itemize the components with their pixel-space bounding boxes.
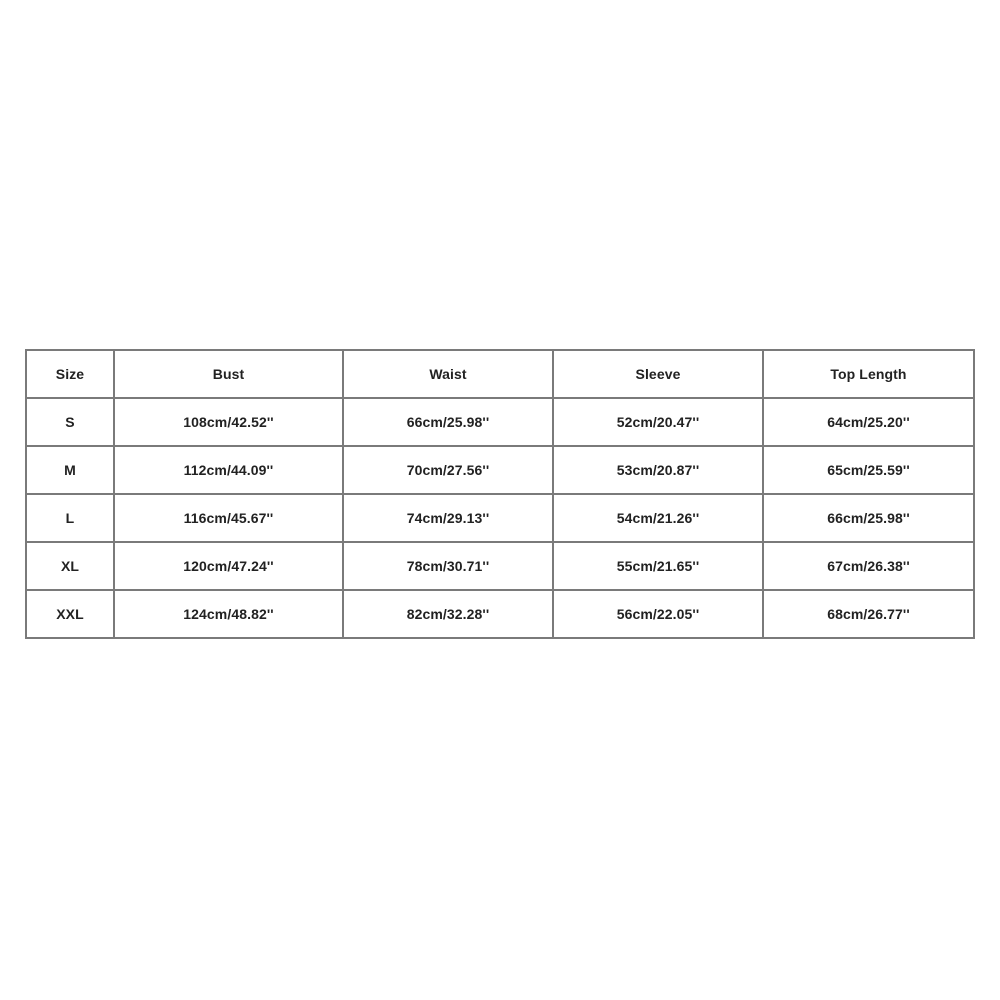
- cell-waist: 82cm/32.28'': [343, 590, 553, 638]
- cell-size: XL: [26, 542, 114, 590]
- table-row: [26, 398, 974, 446]
- cell-top-length: 68cm/26.77'': [763, 590, 974, 638]
- table-row: [26, 590, 974, 638]
- cell-bust: 120cm/47.24'': [114, 542, 343, 590]
- cell-sleeve: 52cm/20.47'': [553, 398, 763, 446]
- header-bust: Bust: [114, 350, 343, 398]
- table-body: [26, 398, 974, 638]
- header-waist: Waist: [343, 350, 553, 398]
- cell-size: M: [26, 446, 114, 494]
- cell-top-length: 67cm/26.38'': [763, 542, 974, 590]
- cell-size: S: [26, 398, 114, 446]
- cell-sleeve: 54cm/21.26'': [553, 494, 763, 542]
- table-header: [26, 350, 974, 398]
- cell-bust: 116cm/45.67'': [114, 494, 343, 542]
- table-row: [26, 542, 974, 590]
- header-top-length: Top Length: [763, 350, 974, 398]
- cell-waist: 66cm/25.98'': [343, 398, 553, 446]
- cell-top-length: 66cm/25.98'': [763, 494, 974, 542]
- size-chart-table: [25, 349, 975, 639]
- cell-sleeve: 53cm/20.87'': [553, 446, 763, 494]
- cell-waist: 70cm/27.56'': [343, 446, 553, 494]
- cell-waist: 74cm/29.13'': [343, 494, 553, 542]
- cell-bust: 108cm/42.52'': [114, 398, 343, 446]
- table-row: [26, 494, 974, 542]
- cell-top-length: 65cm/25.59'': [763, 446, 974, 494]
- cell-sleeve: 55cm/21.65'': [553, 542, 763, 590]
- table-row: [26, 446, 974, 494]
- cell-size: XXL: [26, 590, 114, 638]
- cell-bust: 112cm/44.09'': [114, 446, 343, 494]
- cell-bust: 124cm/48.82'': [114, 590, 343, 638]
- cell-size: L: [26, 494, 114, 542]
- cell-sleeve: 56cm/22.05'': [553, 590, 763, 638]
- cell-top-length: 64cm/25.20'': [763, 398, 974, 446]
- header-row: [26, 350, 974, 398]
- header-size: Size: [26, 350, 114, 398]
- header-sleeve: Sleeve: [553, 350, 763, 398]
- cell-waist: 78cm/30.71'': [343, 542, 553, 590]
